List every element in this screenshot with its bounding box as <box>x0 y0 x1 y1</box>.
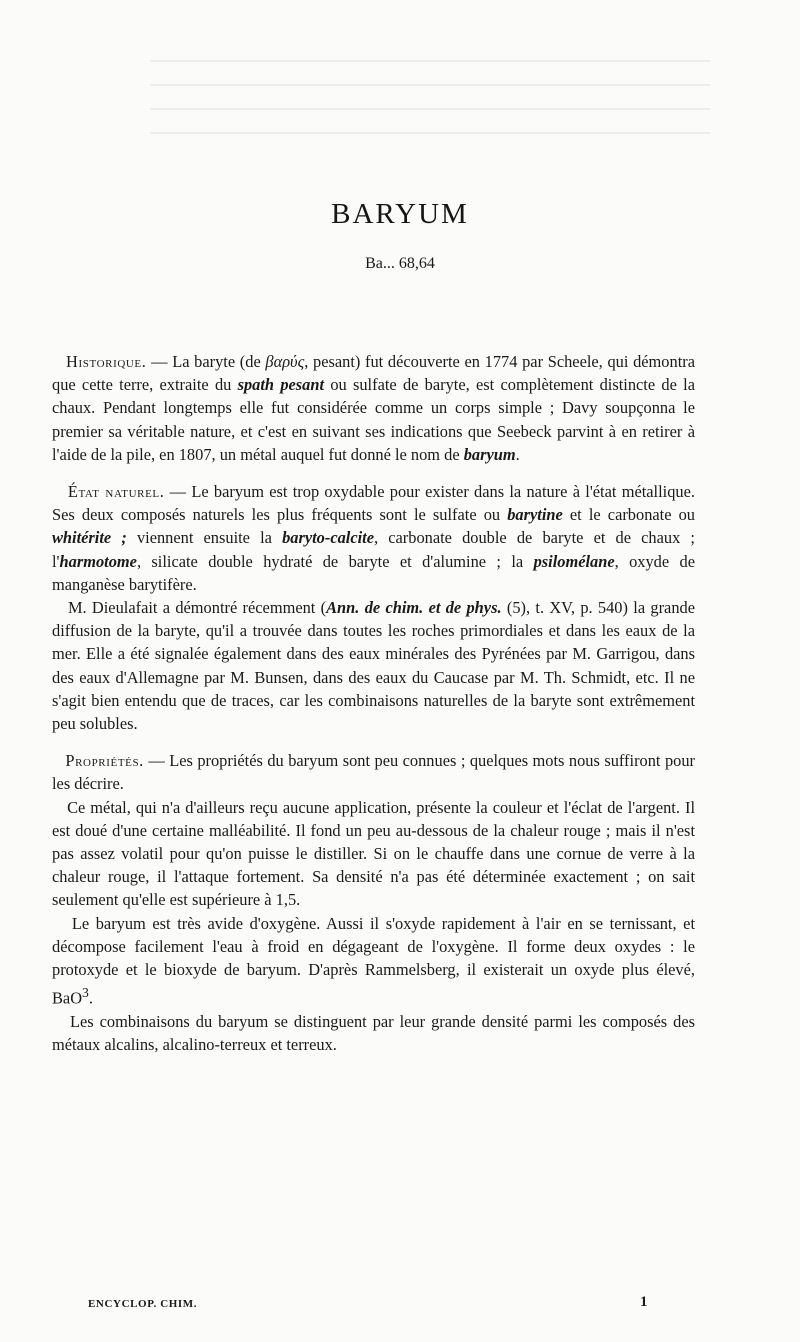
text-segment: Le baryum est très avide d'oxygène. Aussi il s'oxyde rapidement à l'air en se ternissant, et décompose facilement l'eau à froid en dégageant de l'oxygène. Il forme deux oxydes : le protoxyde et le bioxyde de baryum. D'après Rammelsberg, il existerait un oxyde plus élevé, BaO <box>52 913 696 1008</box>
citation-journal: Ann. de chim. et de phys. <box>326 598 502 618</box>
term-whiterite: whitérite ; <box>52 528 127 548</box>
term-harmotome: harmotome <box>59 551 137 571</box>
text-segment: et le carbonate ou <box>562 505 696 525</box>
text-segment: , silicate double hydraté de baryte et d'alumine ; la <box>136 551 534 571</box>
term-barytine: barytine <box>507 505 563 525</box>
paragraph-etat-naturel <box>52 480 695 596</box>
paragraph-proprietes <box>52 749 695 795</box>
paragraph-dieulafait <box>52 596 695 735</box>
text-segment: , oxyde de manganèse barytifère. <box>52 551 695 594</box>
heading-etat-naturel: État naturel. <box>67 482 165 502</box>
paragraph-oxygene <box>52 912 695 1010</box>
term-baryum: baryum <box>463 444 516 464</box>
text-segment: — Le baryum est trop oxydable pour exister dans la nature à l'état métallique. Ses deux composés naturels les plus fréquents sont le sulfate ou <box>52 482 695 525</box>
term-spath-pesant: spath pesant <box>237 375 325 395</box>
text-segment: M. Dieulafait a démontré récemment ( <box>67 598 327 618</box>
term-baryto-calcite: baryto-calcite <box>282 528 375 548</box>
heading-historique: Historique. <box>66 352 147 371</box>
text-segment: (5), t. XV, p. 540) la grande diffusion de la baryte, qu'il a trouvée dans toutes les roches primordiales et dans les eaux de la mer. Elle a été signalée également dans des eaux minérales des Pyrénées par M. Garrigou, dans des eaux d'Allemagne par M. Bunsen, dans des eaux du Caucase par M. Th. Schmidt, etc. Il ne s'agit bien entendu que de traces, car les combinaisons naturelles de la baryte sont extrêmement peu solubles. <box>52 598 696 734</box>
text-segment: . <box>88 988 93 1008</box>
text-segment: — Les propriétés du baryum sont peu connues ; quelques mots nous suffiront pour les décrire. <box>52 751 695 794</box>
article-body <box>52 350 695 1056</box>
paragraph-combinaisons <box>52 1010 695 1056</box>
text-segment: — La baryte (de <box>146 352 266 371</box>
text-segment: Ce métal, qui n'a d'ailleurs reçu aucune application, présente la couleur et l'éclat de l'argent. Il est doué d'une certaine malléabilité. Il fond un peu au-dessous de la chaleur rouge ; mais il n'est pas assez volatil pour qu'on puisse le distiller. Si on le chauffe dans une cornue de verre à la chaleur rouge, il l'attaque fortement. Sa densité n'a pas été déterminée exactement ; on sait seulement qu'elle est supérieure à 1,5. <box>52 797 695 910</box>
text-segment: ou sulfate de baryte, est complètement distincte de la chaux. Pendant longtemps elle fut considérée comme un corps simple ; Davy soupçonna le premier sa véritable nature, et c'est en suivant ses indications que Seebeck parvint à en retirer à l'aide de la pile, en 1807, un métal auquel fut donné le nom de <box>52 375 695 464</box>
text-segment: , pesant) fut découverte en 1774 par Scheele, qui démontra que cette terre, extraite du <box>52 352 695 395</box>
text-segment: . <box>515 444 520 464</box>
text-segment: Les combinaisons du baryum se distinguent par leur grande densité parmi les composés des métaux alcalins, alcalino-terreux et terreux. <box>52 1011 695 1055</box>
show-through-bleed <box>150 60 710 170</box>
term-psilomelane: psilomélane <box>533 551 615 571</box>
text-segment: viennent ensuite la <box>126 528 283 548</box>
page-title: BARYUM <box>331 198 469 230</box>
heading-proprietes: Propriétés. <box>65 751 144 771</box>
element-symbol-weight: Ba... 68,64 <box>365 255 435 272</box>
greek-word: βαρύς <box>265 352 305 371</box>
text-segment: , carbonate double de baryte et de chaux ; l' <box>52 528 695 571</box>
page-number: 1 <box>640 1294 648 1310</box>
paragraph-metal <box>52 796 695 912</box>
footer-signature: ENCYCLOP. CHIM. <box>88 1298 198 1310</box>
paragraph-historique <box>52 350 695 466</box>
superscript: 3 <box>82 985 89 1001</box>
